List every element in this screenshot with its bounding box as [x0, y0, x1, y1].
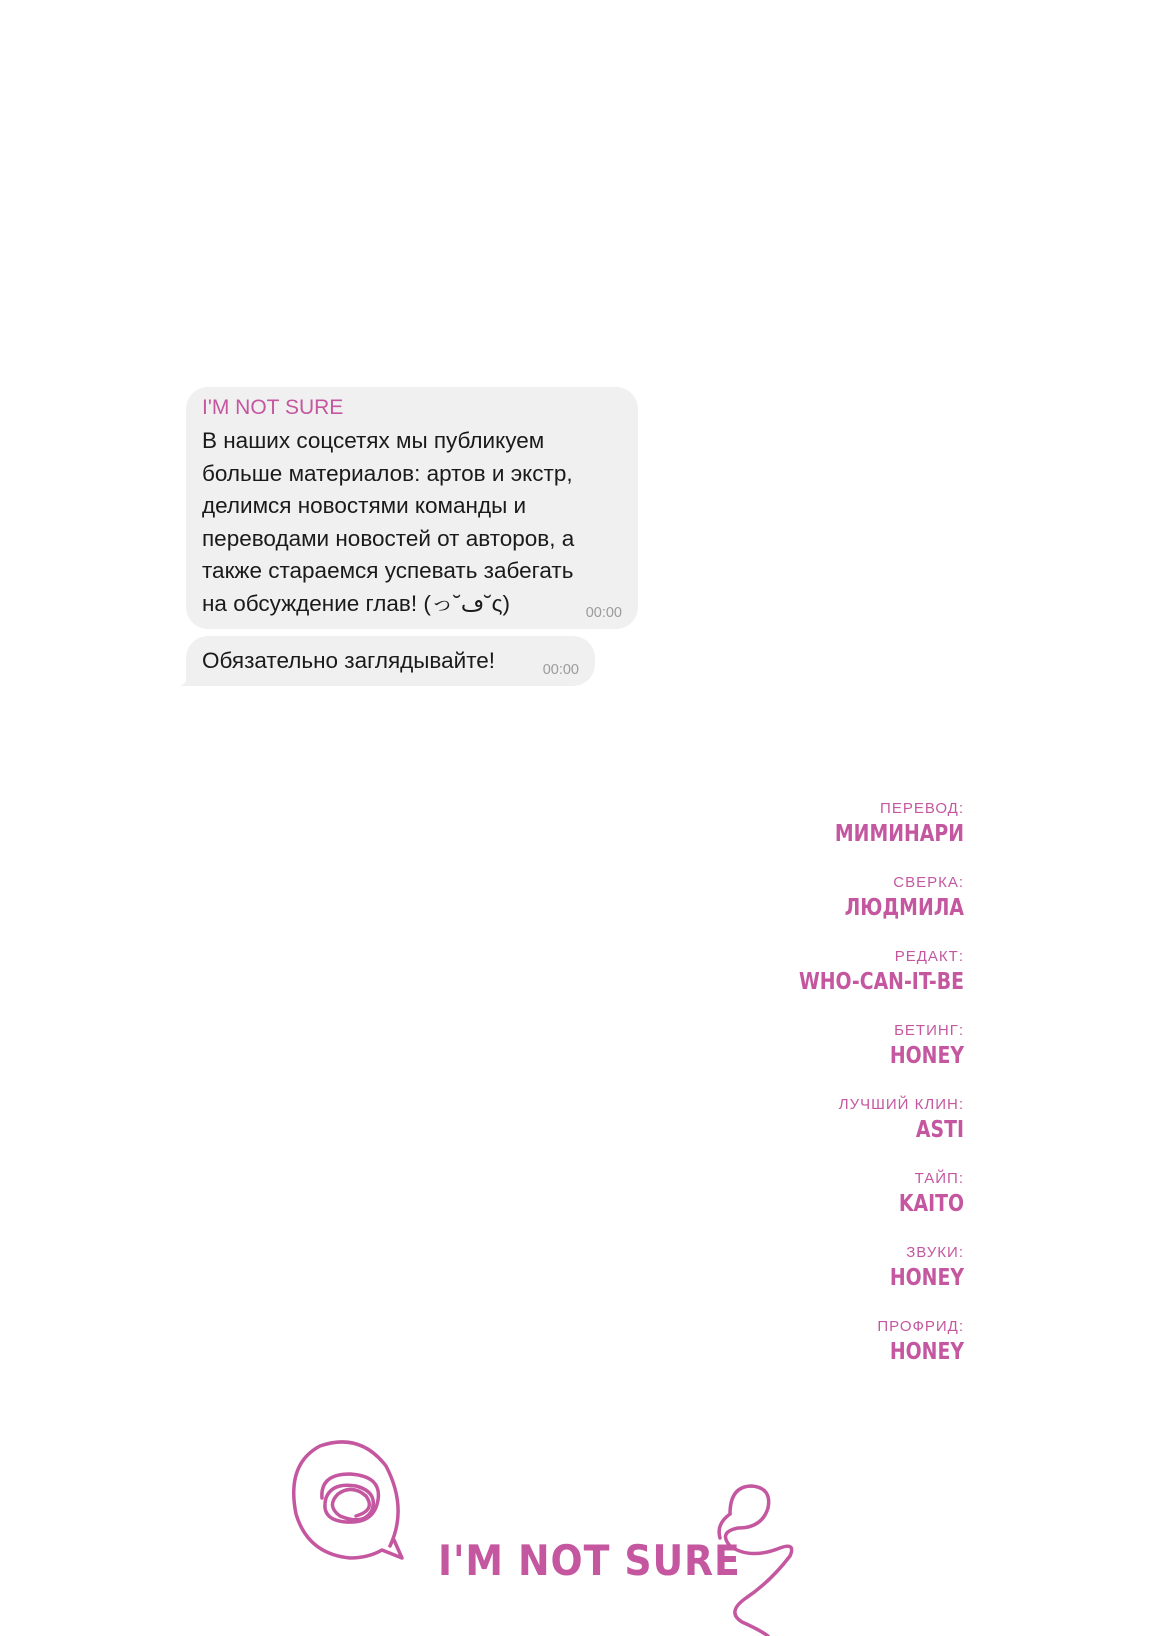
message-time: 00:00 — [542, 662, 579, 678]
credits-list — [564, 800, 964, 1392]
message-text: Обязательно заглядывайте! — [202, 648, 496, 673]
credit-role: ТАЙП: — [914, 1170, 964, 1187]
message-sender: I'M NOT SURE — [202, 396, 344, 419]
credit-role: БЕТИНГ: — [894, 1022, 964, 1039]
credit-role: ЗВУКИ: — [906, 1244, 964, 1261]
credit-role: ПРОФРИД: — [877, 1318, 964, 1335]
credit-entry — [564, 800, 964, 850]
credit-entry — [564, 1318, 964, 1368]
credit-entry — [564, 1022, 964, 1072]
credit-name: HONEY — [889, 1265, 964, 1291]
credit-name: KAITO — [898, 1191, 964, 1217]
message-text: В наших соцсетях мы публикуем больше материалов: артов и экстр, делимся новостями команды и переводами новостей от авторов, а также стараемся успевать забегать на обсуждение глав! (っ˘ڡ˘ς) — [202, 428, 575, 616]
credit-name: WHO-CAN-IT-BE — [798, 969, 964, 995]
chat-message-1 — [186, 387, 638, 629]
credit-entry — [564, 1244, 964, 1294]
credit-entry — [564, 948, 964, 998]
team-logo — [290, 1436, 840, 1636]
credit-role: СВЕРКА: — [893, 874, 964, 891]
message-time: 00:00 — [585, 605, 622, 621]
credit-role: РЕДАКТ: — [894, 948, 964, 965]
credit-role: ЛУЧШИЙ КЛИН: — [838, 1096, 964, 1113]
credit-name: МИМИНАРИ — [834, 821, 964, 847]
credit-entry — [564, 1170, 964, 1220]
credit-entry — [564, 874, 964, 924]
credit-role: ПЕРЕВОД: — [880, 800, 964, 817]
credit-name: HONEY — [889, 1043, 964, 1069]
chat-message-2 — [186, 636, 595, 686]
credit-name: ЛЮДМИЛА — [844, 895, 964, 921]
credit-name: ASTI — [915, 1117, 964, 1143]
credit-entry — [564, 1096, 964, 1146]
logo-text: I'M NOT SURE — [438, 1536, 741, 1585]
credit-name: HONEY — [889, 1339, 964, 1365]
